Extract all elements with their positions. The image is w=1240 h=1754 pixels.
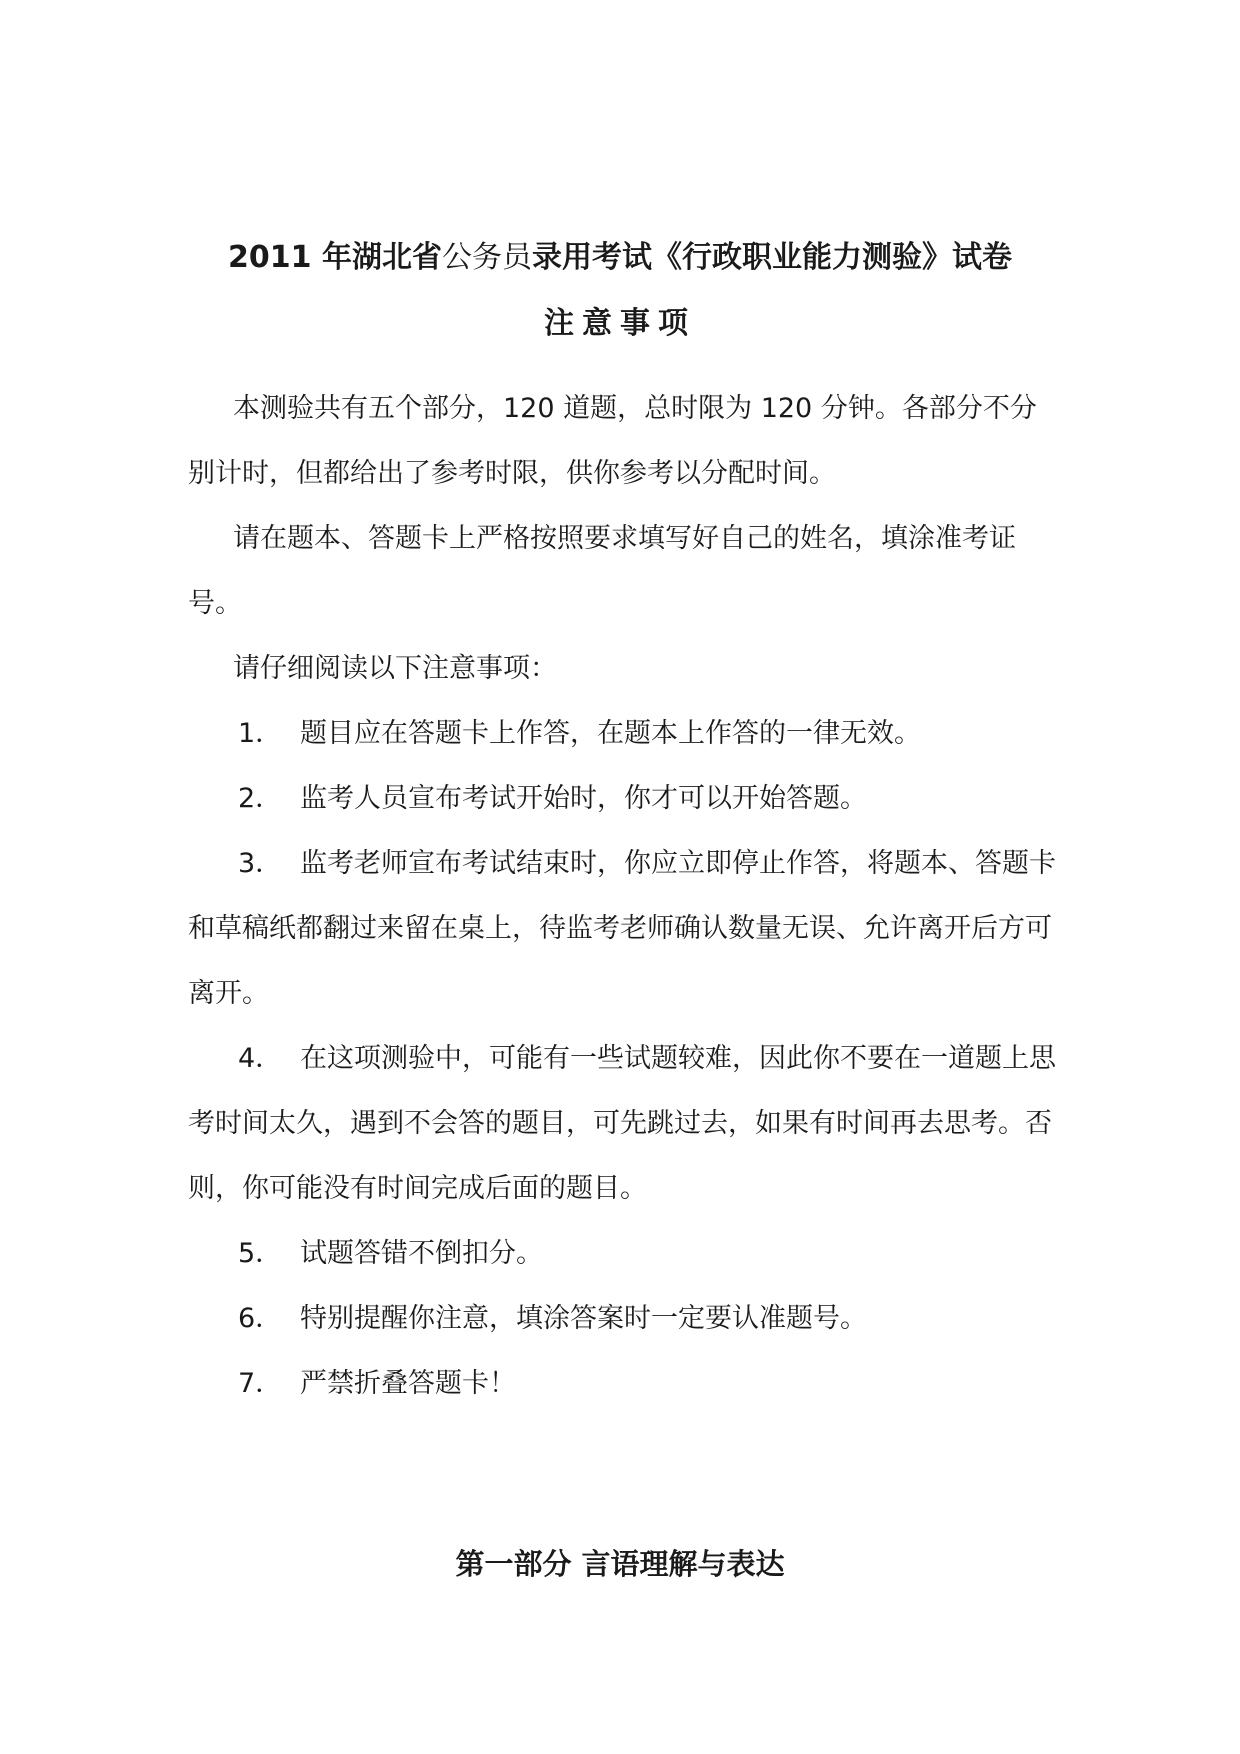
exam-title-civil-servant: 公务员 xyxy=(441,240,532,275)
intro-paragraph-1: 本测验共有五个部分，120 道题，总时限为 120 分钟。各部分不分别计时，但都给出了参考时限，供你参考以分配时间。 xyxy=(188,393,1037,489)
notice-item-text: 在这项测验中，可能有一些试题较难，因此你不要在一道题上思考时间太久，遇到不会答的题目，可先跳过去，如果有时间再去思考。否则，你可能没有时间完成后面的题目。 xyxy=(188,1043,1056,1204)
notice-item-number: 4． xyxy=(238,1043,283,1074)
notice-item-number: 7． xyxy=(238,1368,283,1399)
notice-body xyxy=(188,376,1058,1416)
notice-item-7 xyxy=(188,1351,1058,1416)
notice-item-2 xyxy=(188,766,1058,831)
notice-item-text: 特别提醒你注意，填涂答案时一定要认准题号。 xyxy=(300,1303,867,1334)
notice-item-number: 2． xyxy=(238,783,283,814)
notice-item-number: 6． xyxy=(238,1303,283,1334)
notice-item-text: 严禁折叠答题卡！ xyxy=(300,1368,516,1399)
notice-heading: 注意事项 xyxy=(544,306,696,341)
notice-item-5 xyxy=(188,1221,1058,1286)
notice-item-text: 题目应在答题卡上作答，在题本上作答的一律无效。 xyxy=(300,718,921,749)
notice-item-1 xyxy=(188,701,1058,766)
notice-item-text: 监考人员宣布考试开始时，你才可以开始答题。 xyxy=(300,783,867,814)
notice-item-number: 5． xyxy=(238,1238,283,1269)
intro-paragraph-2: 请在题本、答题卡上严格按照要求填写好自己的姓名，填涂准考证号。 xyxy=(188,523,1016,619)
section-heading: 第一部分 言语理解与表达 xyxy=(455,1547,785,1581)
notice-item-text: 试题答错不倒扣分。 xyxy=(300,1238,543,1269)
notice-item-3 xyxy=(188,831,1058,1026)
notice-item-number: 1． xyxy=(238,718,283,749)
exam-title-exam-name: 录用考试《行政职业能力测验》试卷 xyxy=(531,240,1012,275)
exam-title-year-province: 2011 年湖北省 xyxy=(228,240,442,275)
exam-title xyxy=(0,238,1240,278)
notice-item-4 xyxy=(188,1026,1058,1221)
intro-paragraph-3: 请仔细阅读以下注意事项： xyxy=(233,653,557,684)
notice-item-text: 监考老师宣布考试结束时，你应立即停止作答，将题本、答题卡和草稿纸都翻过来留在桌上，待监考老师确认数量无误、允许离开后方可离开。 xyxy=(188,848,1056,1009)
notice-item-number: 3． xyxy=(238,848,283,879)
notice-item-6 xyxy=(188,1286,1058,1351)
